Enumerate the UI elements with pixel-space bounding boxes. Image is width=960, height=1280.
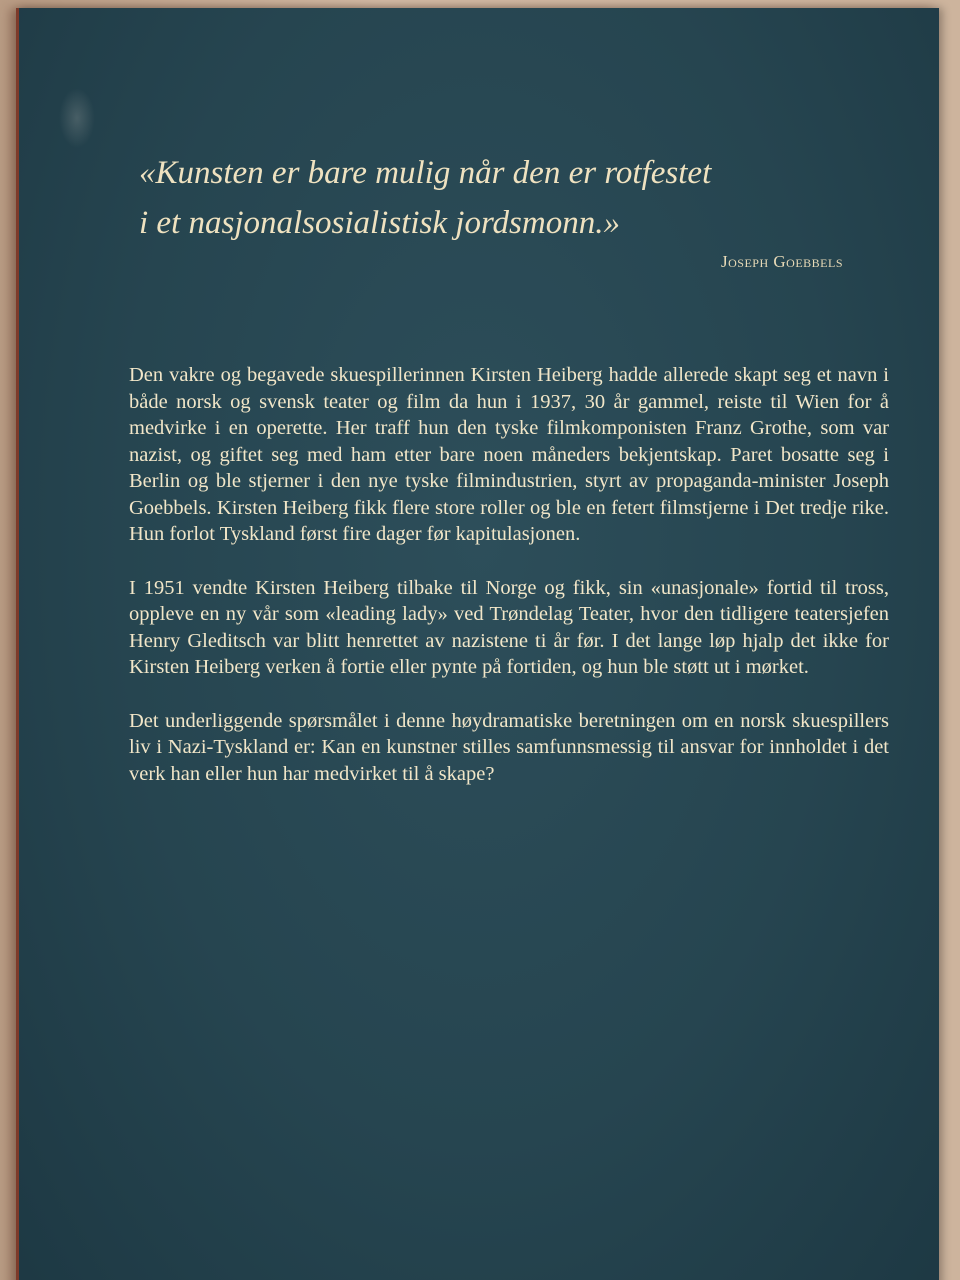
book-back-cover <box>16 8 939 1280</box>
blurb-paragraph-3: Det underliggende spørsmålet i denne høydramatiske beretningen om en norsk skuespillers liv i Nazi-Tyskland er: Kan en kunstner stilles samfunnsmessig til ansvar for innholdet i det verk han eller hun har medvirket til å skape? <box>129 709 889 785</box>
quote-line-2: i et nasjonalsosialistisk jordsmonn.» <box>139 205 620 241</box>
light-glare <box>59 88 95 148</box>
blurb-text <box>129 362 889 814</box>
blurb-paragraph-2: I 1951 vendte Kirsten Heiberg tilbake til Norge og fikk, sin «unasjonale» fortid til tross, oppleve en ny vår som «leading lady» ved Trøndelag Teater, hvor den tidligere teatersjefen Henry Gleditsch var blitt henrettet av nazistene ti år før. I det lange løp hjalp det ikke for Kirsten Heiberg verken å fortie eller pynte på fortiden, og hun ble støtt ut i mørket. <box>129 576 889 678</box>
epigraph-quote <box>139 148 859 248</box>
quote-line-1: «Kunsten er bare mulig når den er rotfestet <box>139 155 712 191</box>
quote-attribution: Joseph Goebbels <box>721 252 843 271</box>
blurb-paragraph-1: Den vakre og begavede skuespillerinnen Kirsten Heiberg hadde allerede skapt seg et navn i både norsk og svensk teater og film da hun i 1937, 30 år gammel, reiste til Wien for å medvirke i en operette. Her traff hun den tyske filmkomponisten Franz Grothe, som var nazist, og giftet seg med ham etter bare noen måneders bekjentskap. Paret bosatte seg i Berlin og ble stjerner i den nye tyske filmindustrien, styrt av propaganda-minister Joseph Goebbels. Kirsten Heiberg fikk flere store roller og ble en fetert filmstjerne i Det tredje rike. Hun forlot Tyskland først fire dager før kapitulasjonen. <box>129 364 889 545</box>
